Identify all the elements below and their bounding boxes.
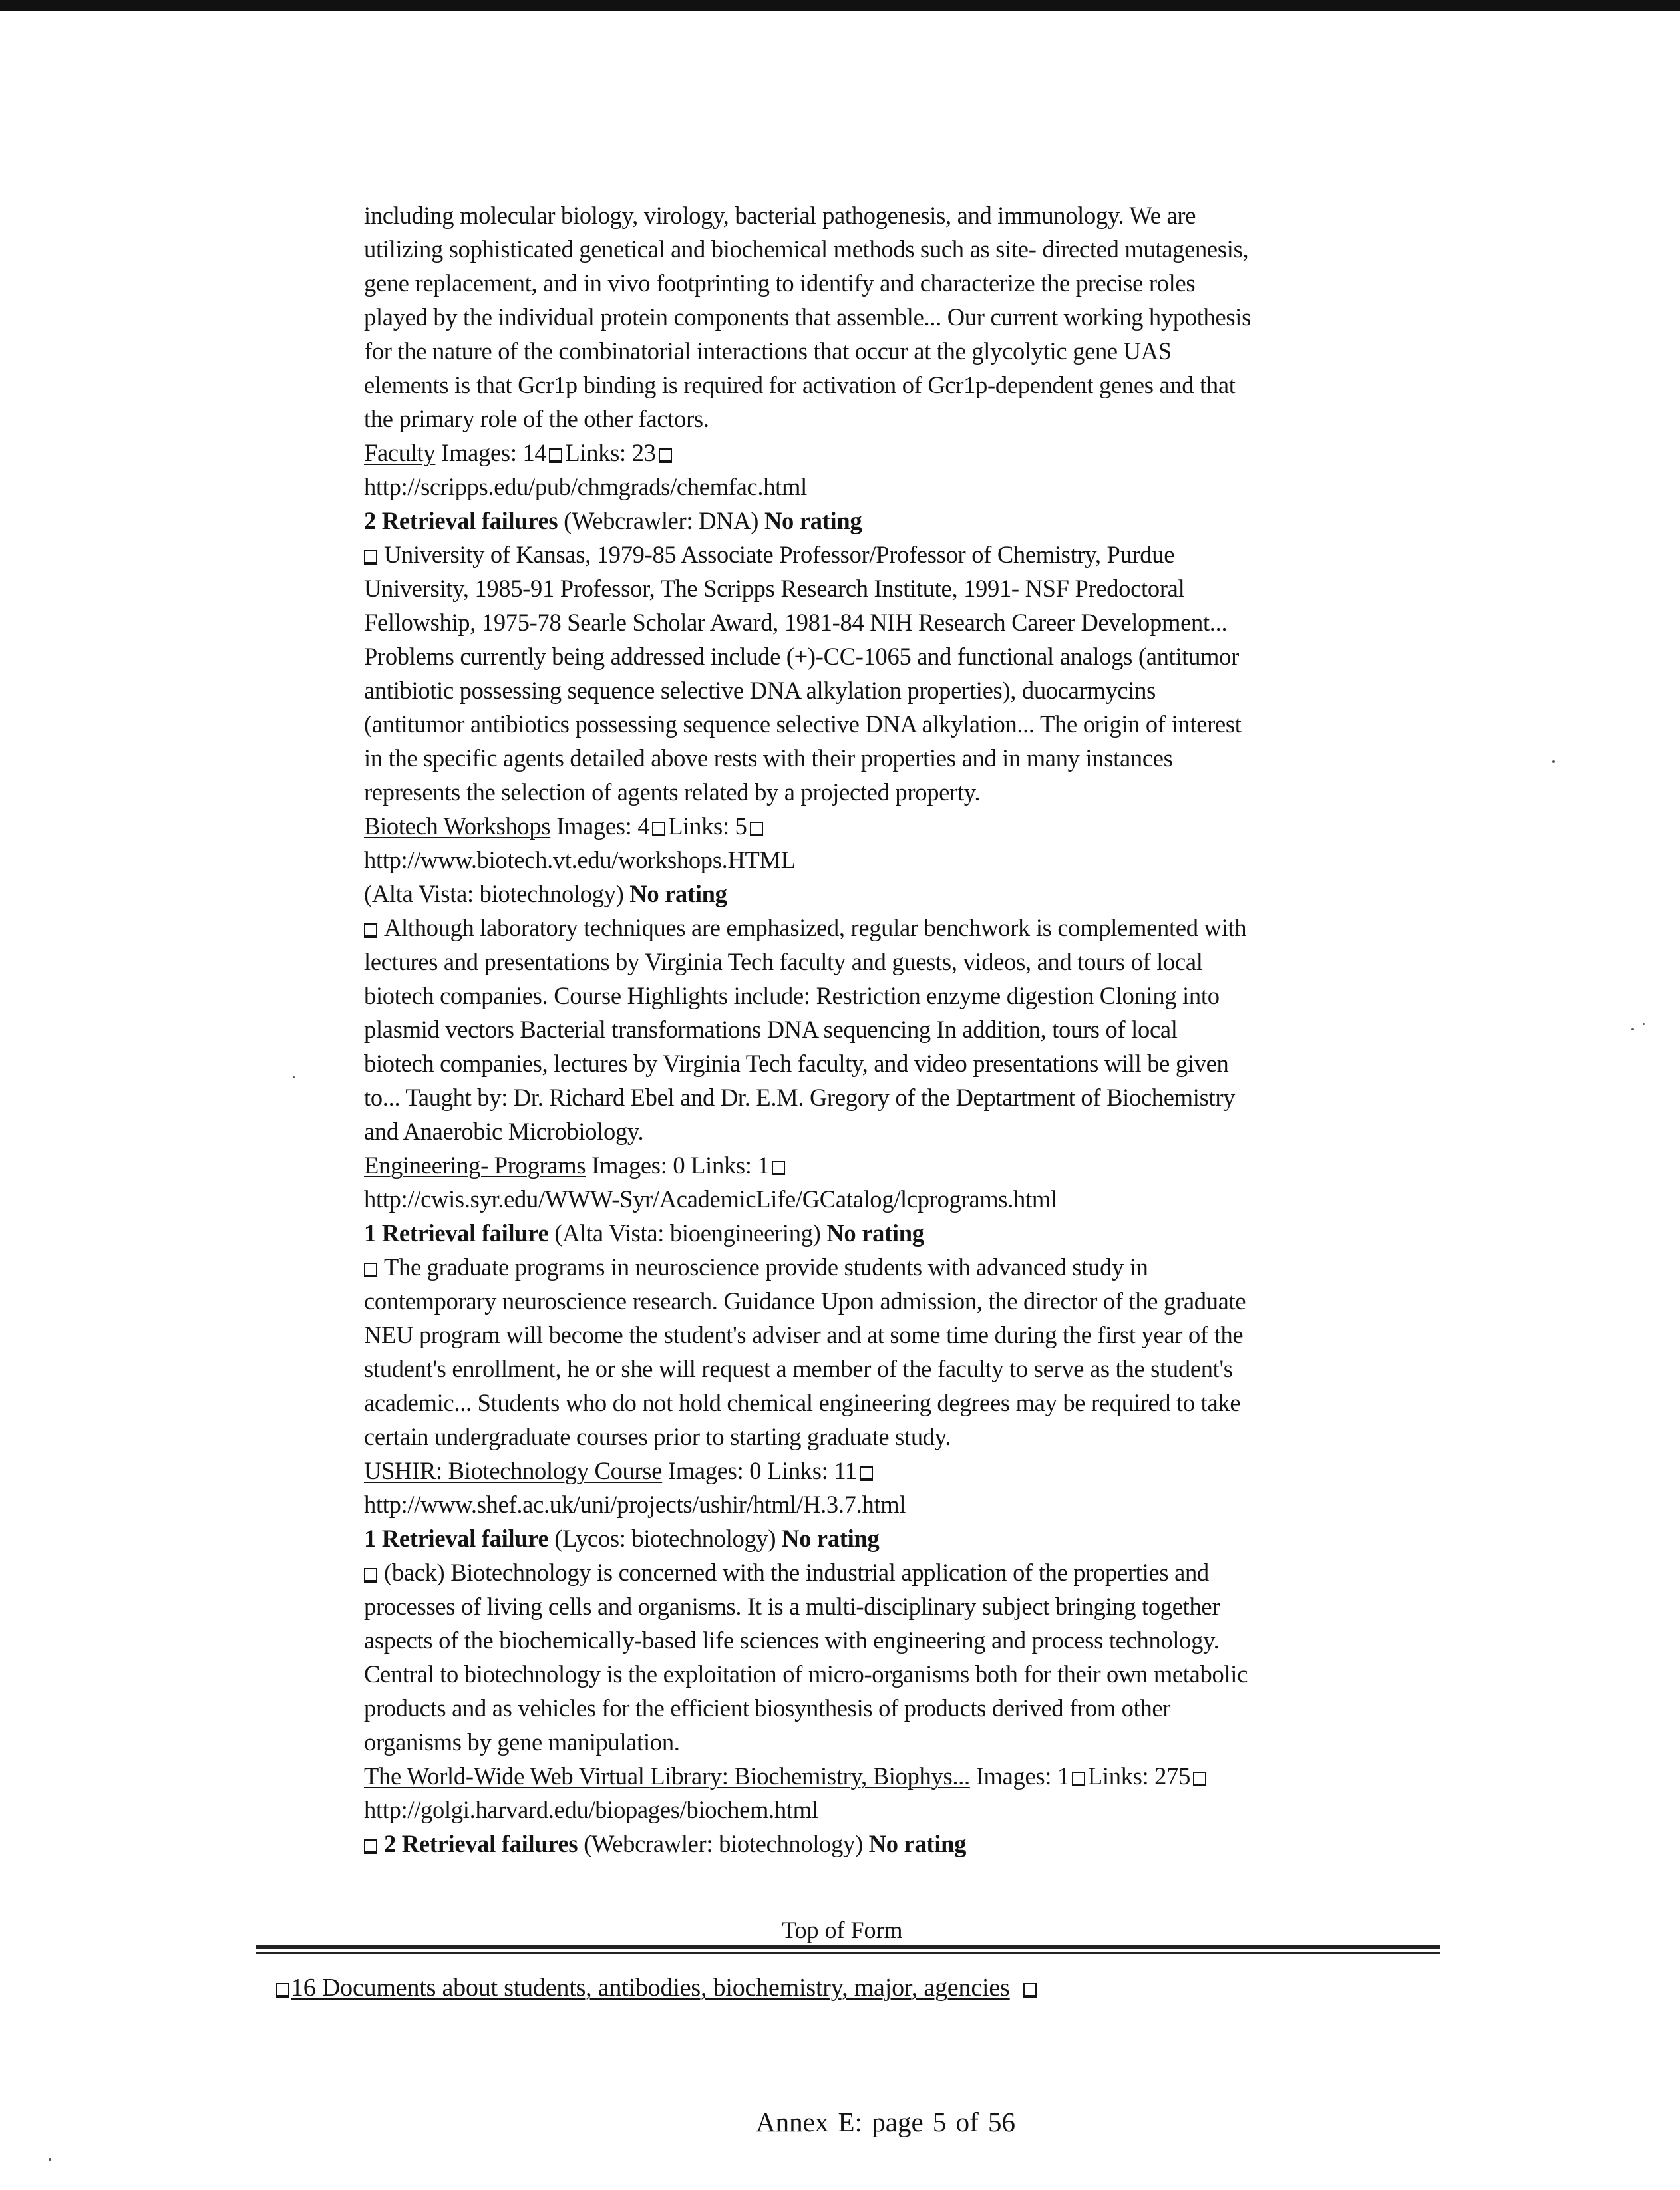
result-title-link[interactable]: The World-Wide Web Virtual Library: Biochemistry, Biophys... <box>364 1762 970 1790</box>
description-line: University, 1985-91 Professor, The Scripps Research Institute, 1991- NSF Predoctoral <box>364 575 1185 602</box>
image-placeholder-icon <box>659 448 672 463</box>
top-of-form-label: Top of Form <box>782 1917 903 1943</box>
links-count: Links: 23 <box>565 439 656 466</box>
result-header <box>364 1148 1428 1182</box>
links-count: Links: 11 <box>767 1457 857 1484</box>
scan-speck <box>1552 760 1555 763</box>
result-title-link[interactable]: Faculty <box>364 439 436 466</box>
result-title-link[interactable]: Engineering- Programs <box>364 1152 586 1179</box>
intro-line: played by the individual protein components that assemble... Our current working hypothesis <box>364 303 1252 331</box>
links-count: Links: 1 <box>691 1152 770 1179</box>
result-source: (Alta Vista: biotechnology) <box>364 880 624 907</box>
intro-paragraph <box>364 198 1428 436</box>
description-text: The graduate programs in neuroscience provide students with advanced study in <box>384 1253 1148 1281</box>
page-footer: Annex E: page 5 of 56 <box>756 2107 1016 2137</box>
images-count: Images: 0 <box>667 1457 762 1484</box>
result-source: (Webcrawler: DNA) <box>564 507 759 534</box>
intro-line: utilizing sophisticated genetical and biochemical methods such as site- directed mutagenesis, <box>364 235 1249 263</box>
result-rating: No rating <box>629 880 727 907</box>
result-source: (Webcrawler: biotechnology) <box>584 1830 863 1857</box>
description-line <box>364 538 1428 571</box>
retrieval-failures: 2 Retrieval failures <box>364 507 558 534</box>
links-count: Links: 5 <box>668 812 747 840</box>
description-line: and Anaerobic Microbiology. <box>364 1118 644 1145</box>
description-line: biotech companies, lectures by Virginia Tech faculty, and video presentations will be given <box>364 1050 1229 1077</box>
description-line: in the specific agents detailed above rests with their properties and in many instances <box>364 744 1173 772</box>
result-url: http://golgi.harvard.edu/biopages/biochem.html <box>364 1796 818 1823</box>
search-result <box>364 436 1428 809</box>
intro-line: for the nature of the combinatorial interactions that occur at the glycolytic gene UAS <box>364 337 1172 365</box>
image-placeholder-icon <box>276 1983 289 1998</box>
search-results-content <box>364 198 1428 1861</box>
description-line: to... Taught by: Dr. Richard Ebel and Dr. E.M. Gregory of the Deptartment of Biochemistry <box>364 1084 1236 1111</box>
scan-speck <box>293 1076 295 1078</box>
result-source: (Lycos: biotechnology) <box>554 1525 776 1552</box>
intro-line: elements is that Gcr1p binding is required for activation of Gcr1p-dependent genes and that <box>364 371 1236 398</box>
description-line: student's enrollment, he or she will request a member of the faculty to serve as the student's <box>364 1355 1233 1382</box>
description-line: organisms by gene manipulation. <box>364 1728 680 1756</box>
description-line: NEU program will become the student's adviser and at some time during the first year of the <box>364 1321 1244 1348</box>
result-status <box>364 877 1428 911</box>
scan-speck <box>1643 1023 1645 1025</box>
description-line: processes of living cells and organisms. It is a multi-disciplinary subject bringing together <box>364 1593 1220 1620</box>
description-line: Fellowship, 1975-78 Searle Scholar Award, 1981-84 NIH Research Career Development... <box>364 609 1228 636</box>
description-line: biotech companies. Course Highlights include: Restriction enzyme digestion Cloning into <box>364 982 1220 1009</box>
intro-line: the primary role of the other factors. <box>364 405 709 432</box>
form-divider <box>256 1945 1440 1949</box>
links-count: Links: 275 <box>1087 1762 1191 1790</box>
image-placeholder-icon <box>364 1839 377 1854</box>
image-placeholder-icon <box>1072 1772 1085 1786</box>
result-rating: No rating <box>826 1219 924 1247</box>
description-line: (antitumor antibiotics possessing sequence selective DNA alkylation... The origin of interest <box>364 710 1242 738</box>
search-result <box>364 1454 1428 1759</box>
images-count: Images: 0 <box>591 1152 685 1179</box>
search-result <box>364 1759 1428 1861</box>
retrieval-failures: 1 Retrieval failure <box>364 1525 549 1552</box>
description-line: lectures and presentations by Virginia Tech faculty and guests, videos, and tours of local <box>364 948 1203 975</box>
result-header <box>364 436 1428 470</box>
result-status <box>364 1216 1428 1250</box>
form-divider-thin <box>256 1952 1440 1954</box>
image-placeholder-icon <box>364 550 377 565</box>
description-line: represents the selection of agents related by a projected property. <box>364 778 981 806</box>
result-header <box>364 1759 1428 1793</box>
images-count: Images: 4 <box>556 812 650 840</box>
search-result <box>364 809 1428 1148</box>
result-header <box>364 809 1428 843</box>
result-status <box>364 504 1428 538</box>
image-placeholder-icon <box>549 448 562 463</box>
result-url: http://scripps.edu/pub/chmgrads/chemfac.html <box>364 473 807 500</box>
retrieval-failures: 2 Retrieval failures <box>384 1830 578 1857</box>
description-line <box>364 1250 1428 1284</box>
result-title-link[interactable]: Biotech Workshops <box>364 812 551 840</box>
image-placeholder-icon <box>750 822 763 836</box>
search-result <box>364 1148 1428 1454</box>
description-text: University of Kansas, 1979-85 Associate Professor/Professor of Chemistry, Purdue <box>384 541 1175 568</box>
result-header <box>364 1454 1428 1487</box>
result-source: (Alta Vista: bioengineering) <box>554 1219 821 1247</box>
result-rating: No rating <box>764 507 862 534</box>
result-url: http://www.shef.ac.uk/uni/projects/ushir/html/H.3.7.html <box>364 1491 906 1518</box>
result-title-link[interactable]: USHIR: Biotechnology Course <box>364 1457 663 1484</box>
images-count: Images: 1 <box>975 1762 1069 1790</box>
result-rating: No rating <box>868 1830 967 1857</box>
description-line: academic... Students who do not hold chemical engineering degrees may be required to take <box>364 1389 1241 1416</box>
scan-speck <box>1631 1028 1634 1030</box>
image-placeholder-icon <box>772 1161 785 1175</box>
result-url: http://cwis.syr.edu/WWW-Syr/AcademicLife/GCatalog/lcprograms.html <box>364 1185 1057 1213</box>
description-line: Problems currently being addressed include (+)-CC-1065 and functional analogs (antitumor <box>364 643 1239 670</box>
image-placeholder-icon <box>1023 1983 1037 1998</box>
images-count: Images: 14 <box>441 439 547 466</box>
description-line <box>364 911 1428 945</box>
intro-line: gene replacement, and in vivo footprinting to identify and characterize the precise roles <box>364 269 1196 297</box>
image-placeholder-icon <box>1193 1772 1206 1786</box>
description-line <box>364 1555 1428 1589</box>
result-status <box>364 1827 1428 1861</box>
description-line: antibiotic possessing sequence selective DNA alkylation properties), duocarmycins <box>364 677 1156 704</box>
description-line: certain undergraduate courses prior to starting graduate study. <box>364 1423 951 1450</box>
intro-line: including molecular biology, virology, bacterial pathogenesis, and immunology. We are <box>364 202 1196 229</box>
description-line: contemporary neuroscience research. Guidance Upon admission, the director of the graduate <box>364 1287 1246 1315</box>
scan-speck <box>49 2158 51 2161</box>
result-url: http://www.biotech.vt.edu/workshops.HTML <box>364 846 796 873</box>
result-rating: No rating <box>782 1525 880 1552</box>
result-status <box>364 1521 1428 1555</box>
scan-top-border <box>0 0 1680 11</box>
image-placeholder-icon <box>652 822 665 836</box>
image-placeholder-icon <box>364 923 377 938</box>
retrieval-failures: 1 Retrieval failure <box>364 1219 549 1247</box>
documents-about-link[interactable]: 16 Documents about students, antibodies, biochemistry, major, agencies <box>291 1974 1010 2002</box>
image-placeholder-icon <box>364 1263 377 1277</box>
description-text: (back) Biotechnology is concerned with the industrial application of the properties and <box>384 1559 1209 1586</box>
description-line: plasmid vectors Bacterial transformations DNA sequencing In addition, tours of local <box>364 1016 1178 1043</box>
description-line: aspects of the biochemically-based life sciences with engineering and process technology. <box>364 1627 1220 1654</box>
description-line: products and as vehicles for the efficient biosynthesis of products derived from other <box>364 1694 1171 1722</box>
description-line: Central to biotechnology is the exploitation of micro-organisms both for their own metabolic <box>364 1660 1248 1688</box>
image-placeholder-icon <box>364 1568 377 1583</box>
documents-row <box>276 1973 1039 2002</box>
description-text: Although laboratory techniques are emphasized, regular benchwork is complemented with <box>384 914 1247 941</box>
image-placeholder-icon <box>860 1466 873 1481</box>
